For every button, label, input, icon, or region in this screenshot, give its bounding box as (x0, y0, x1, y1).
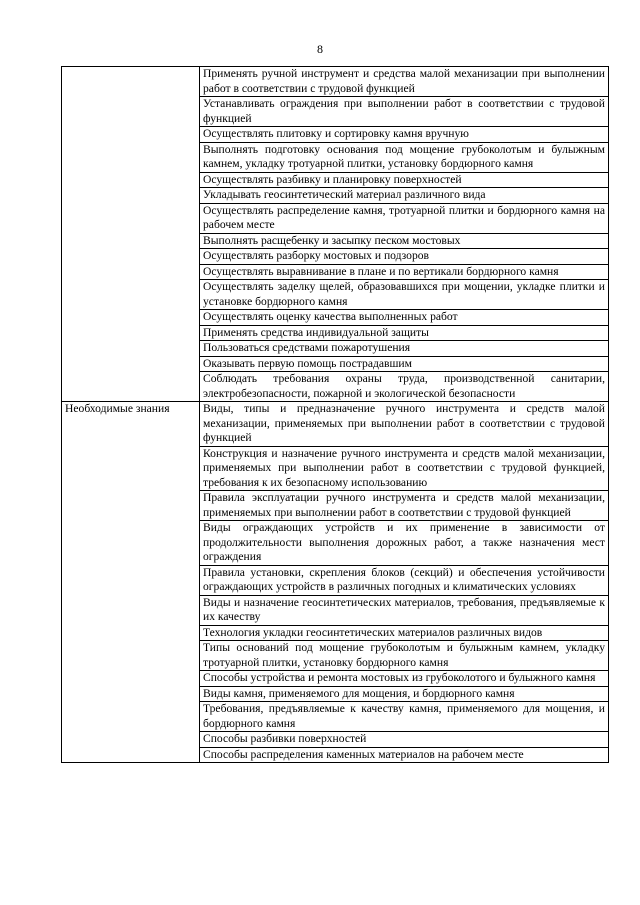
knowledge-item: Технология укладки геосинтетических материалов различных видов (200, 625, 609, 641)
knowledge-item: Типы оснований под мощение грубоколотым и булыжным камнем, укладку тротуарной плитки, установку бордюрного камня (200, 641, 609, 671)
knowledge-label: Необходимые знания (62, 402, 200, 763)
knowledge-item: Правила установки, скрепления блоков (секций) и обеспечения устойчивости ограждающих устройств в различных погодных и климатических условиях (200, 565, 609, 595)
knowledge-item: Виды, типы и предназначение ручного инструмента и средств малой механизации, применяемых при выполнении работ в соответствии с трудовой функцией (200, 402, 609, 447)
page-number: 8 (317, 42, 323, 56)
skills-item: Выполнять подготовку основания под мощение грубоколотым и булыжным камнем, укладку тротуарной плитки, установку бордюрного камня (200, 142, 609, 172)
knowledge-item: Конструкция и назначение ручного инструмента и средств малой механизации, применяемых при выполнении работ в соответствии с трудовой функцией, требования к их безопасному использованию (200, 446, 609, 491)
knowledge-item: Виды ограждающих устройств и их применение в зависимости от продолжительности выполнения дорожных работ, а также назначения мест ограждения (200, 521, 609, 566)
knowledge-item: Правила эксплуатации ручного инструмента и средств малой механизации, применяемых при выполнении работ в соответствии с трудовой функцией (200, 491, 609, 521)
skills-item: Выполнять расщебенку и засыпку песком мостовых (200, 233, 609, 249)
skills-item: Оказывать первую помощь пострадавшим (200, 356, 609, 372)
skills-item: Осуществлять распределение камня, тротуарной плитки и бордюрного камня на рабочем месте (200, 203, 609, 233)
skills-item: Применять средства индивидуальной защиты (200, 325, 609, 341)
requirements-table (61, 66, 609, 763)
knowledge-item: Виды и назначение геосинтетических материалов, требования, предъявляемые к их качеству (200, 595, 609, 625)
skills-item: Пользоваться средствами пожаротушения (200, 341, 609, 357)
skills-label (62, 67, 200, 402)
skills-item: Укладывать геосинтетический материал различного вида (200, 188, 609, 204)
knowledge-item: Способы распределения каменных материалов на рабочем месте (200, 747, 609, 763)
knowledge-row (62, 402, 609, 447)
skills-item: Осуществлять заделку щелей, образовавшихся при мощении, укладке плитки и установке бордюрного камня (200, 280, 609, 310)
skills-item: Осуществлять плитовку и сортировку камня вручную (200, 127, 609, 143)
skills-item: Осуществлять выравнивание в плане и по вертикали бордюрного камня (200, 264, 609, 280)
skills-item: Осуществлять разбивку и планировку поверхностей (200, 172, 609, 188)
skills-item: Осуществлять разборку мостовых и подзоров (200, 249, 609, 265)
skills-item: Применять ручной инструмент и средства малой механизации при выполнении работ в соответствии с трудовой функцией (200, 67, 609, 97)
skills-item: Осуществлять оценку качества выполненных работ (200, 310, 609, 326)
knowledge-item: Требования, предъявляемые к качеству камня, применяемого для мощения, и бордюрного камня (200, 702, 609, 732)
skills-item: Устанавливать ограждения при выполнении работ в соответствии с трудовой функцией (200, 97, 609, 127)
knowledge-item: Виды камня, применяемого для мощения, и бордюрного камня (200, 686, 609, 702)
knowledge-item: Способы устройства и ремонта мостовых из грубоколотого и булыжного камня (200, 671, 609, 687)
skills-item: Соблюдать требования охраны труда, производственной санитарии, электробезопасности, пожарной и экологической безопасности (200, 372, 609, 402)
knowledge-item: Способы разбивки поверхностей (200, 732, 609, 748)
skills-row (62, 67, 609, 97)
